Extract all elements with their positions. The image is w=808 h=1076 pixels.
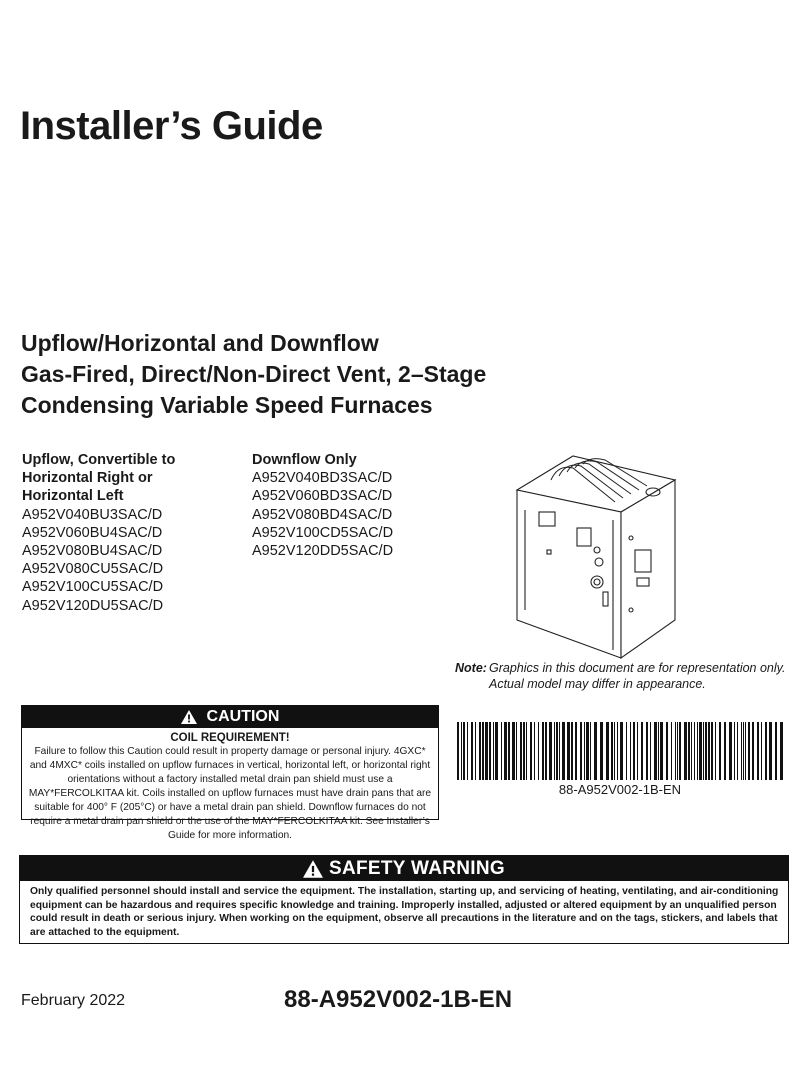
barcode-bar: [538, 722, 539, 780]
barcode-bar: [614, 722, 615, 780]
caution-box: [21, 705, 439, 841]
barcode-bar: [586, 722, 589, 780]
barcode-bar: [526, 722, 527, 780]
barcode-bar: [594, 722, 597, 780]
caution-title: CAUTION: [206, 708, 280, 725]
barcode-bar: [752, 722, 754, 780]
barcode-bar: [671, 722, 672, 780]
model-number: A952V040BD3SAC/D: [252, 470, 393, 487]
barcode-bar: [637, 722, 638, 780]
barcode-bar: [584, 722, 585, 780]
barcode-bar: [534, 722, 535, 780]
barcode-bar: [703, 722, 704, 780]
barcode-bar: [757, 722, 759, 780]
barcode-bar: [677, 722, 678, 780]
barcode-bar: [475, 722, 476, 780]
barcode-bar: [556, 722, 558, 780]
furnace-illustration: [503, 450, 689, 660]
model-number: A952V060BD3SAC/D: [252, 488, 393, 505]
safety-header-bar: [20, 856, 788, 881]
barcode-bar: [711, 722, 713, 780]
barcode-bar: [729, 722, 732, 780]
caution-header-bar: [22, 706, 438, 728]
barcode-bar: [493, 722, 494, 780]
model-number: A952V100CD5SAC/D: [252, 524, 394, 541]
subtitle: [21, 328, 486, 421]
warning-triangle-icon: [181, 710, 197, 724]
barcode-bar: [457, 722, 459, 780]
upflow-heading: Horizontal Right or: [22, 470, 153, 487]
barcode-bar: [630, 722, 631, 780]
barcode-bar: [545, 722, 547, 780]
barcode-bar: [617, 722, 618, 780]
barcode-bar: [688, 722, 690, 780]
barcode-bar: [559, 722, 560, 780]
barcode-bar: [699, 722, 702, 780]
document-number: 88-A952V002-1B-EN: [284, 986, 513, 1013]
barcode-bar: [660, 722, 663, 780]
barcode-bar: [549, 722, 552, 780]
upflow-heading: Upflow, Convertible to: [22, 452, 176, 468]
barcode-bar: [691, 722, 692, 780]
downflow-heading: Downflow Only: [252, 452, 357, 468]
barcode-bar: [654, 722, 657, 780]
barcode-bar: [542, 722, 544, 780]
caution-subheader: COIL REQUIREMENT!: [170, 732, 290, 744]
note-label: Note:: [455, 661, 487, 675]
barcode-bar: [694, 722, 695, 780]
barcode-bar: [679, 722, 681, 780]
barcode-bar: [575, 722, 577, 780]
note-text: Graphics in this document are for representation only. Actual model may differ in appearance.: [489, 661, 786, 691]
barcode-bar: [675, 722, 676, 780]
barcode-bar: [501, 722, 502, 780]
barcode-bar: [719, 722, 721, 780]
barcode: [455, 722, 785, 780]
model-number: A952V080BD4SAC/D: [252, 506, 393, 523]
barcode-bar: [530, 722, 532, 780]
barcode-text: 88-A952V002-1B-EN: [558, 782, 682, 797]
model-number: A952V080CU5SAC/D: [22, 561, 164, 578]
downflow-model-list: [252, 451, 393, 560]
barcode-bar: [508, 722, 510, 780]
barcode-bar: [554, 722, 555, 780]
barcode-bar: [562, 722, 565, 780]
barcode-bar: [684, 722, 687, 780]
barcode-bar: [641, 722, 643, 780]
barcode-bar: [650, 722, 651, 780]
barcode-bar: [461, 722, 462, 780]
barcode-bar: [590, 722, 591, 780]
subtitle-line: Upflow/Horizontal and Downflow: [21, 330, 379, 356]
barcode-bar: [471, 722, 473, 780]
model-number: A952V080BU4SAC/D: [22, 543, 163, 560]
model-number: A952V060BU4SAC/D: [22, 524, 163, 541]
model-number: A952V100CU5SAC/D: [22, 579, 164, 596]
safety-body: Only qualified personnel should install and service the equipment. The installation, starting up, and servicing of heating, ventilating, and air-conditioning equipment can be hazardous and requires specific knowledge and training. Improperly installed, adjusted or altered equipment by an unqualified person could result in death or serious injury. When working on the equipment, observe all precautions in the literature and on the tags, stickers, and labels that are attached to the equipment.: [30, 886, 779, 938]
barcode-bar: [516, 722, 517, 780]
barcode-bar: [479, 722, 481, 780]
barcode-bar: [633, 722, 635, 780]
model-number: A952V120DU5SAC/D: [22, 597, 164, 614]
model-number: A952V120DD5SAC/D: [252, 543, 394, 560]
barcode-bar: [504, 722, 507, 780]
barcode-bar: [775, 722, 777, 780]
safety-title: SAFETY WARNING: [329, 857, 505, 879]
barcode-bar: [658, 722, 659, 780]
page-title: Installer’s Guide: [20, 104, 323, 148]
barcode-bar: [571, 722, 573, 780]
barcode-bar: [512, 722, 515, 780]
barcode-bar: [741, 722, 742, 780]
upflow-model-list: [22, 451, 175, 615]
barcode-bar: [482, 722, 484, 780]
barcode-bar: [705, 722, 707, 780]
barcode-bar: [743, 722, 744, 780]
barcode-bar: [765, 722, 767, 780]
barcode-bar: [626, 722, 627, 780]
barcode-bar: [489, 722, 491, 780]
barcode-bar: [467, 722, 468, 780]
barcode-bar: [567, 722, 570, 780]
subtitle-line: Gas-Fired, Direct/Non-Direct Vent, 2–Stage: [21, 361, 487, 387]
warning-triangle-icon: [303, 860, 323, 878]
barcode-bar: [715, 722, 716, 780]
barcode-bar: [523, 722, 525, 780]
barcode-bar: [745, 722, 746, 780]
barcode-bar: [580, 722, 582, 780]
safety-warning-box: [19, 855, 789, 944]
publication-date: February 2022: [21, 992, 126, 1009]
barcode-bar: [666, 722, 668, 780]
barcode-bar: [734, 722, 735, 780]
barcode-bar: [697, 722, 698, 780]
barcode-bar: [463, 722, 465, 780]
barcode-bar: [611, 722, 613, 780]
barcode-bar: [761, 722, 762, 780]
barcode-bar: [724, 722, 726, 780]
barcode-bar: [485, 722, 488, 780]
barcode-bar: [737, 722, 738, 780]
upflow-heading: Horizontal Left: [22, 488, 124, 505]
barcode-bar: [620, 722, 623, 780]
barcode-bar: [708, 722, 710, 780]
barcode-bar: [495, 722, 498, 780]
barcode-bar: [769, 722, 772, 780]
barcode-bar: [748, 722, 750, 780]
barcode-bar: [606, 722, 609, 780]
barcode-bar: [520, 722, 522, 780]
barcode-bar: [600, 722, 603, 780]
model-number: A952V040BU3SAC/D: [22, 506, 163, 523]
caution-body: Failure to follow this Caution could result in property damage or personal injury. 4GXC* and 4MXC* coils installed on upflow furnaces in vertical, horizontal left, or horizontal right orientations without a factory installed metal drain pan shield must use a MAY*FERCOLKITAA kit. Coils installed on upflow furnaces must have drain pans that are suitable for 400° F (205°C) or have a metal drain pan shield. Downflow furnaces do not require a metal drain pan shield or the use of the MAY*FERCOLKITAA kit. See Installer’s Guide for more information.: [28, 746, 432, 841]
barcode-bar: [780, 722, 783, 780]
barcode-bar: [646, 722, 648, 780]
subtitle-line: Condensing Variable Speed Furnaces: [21, 392, 433, 418]
